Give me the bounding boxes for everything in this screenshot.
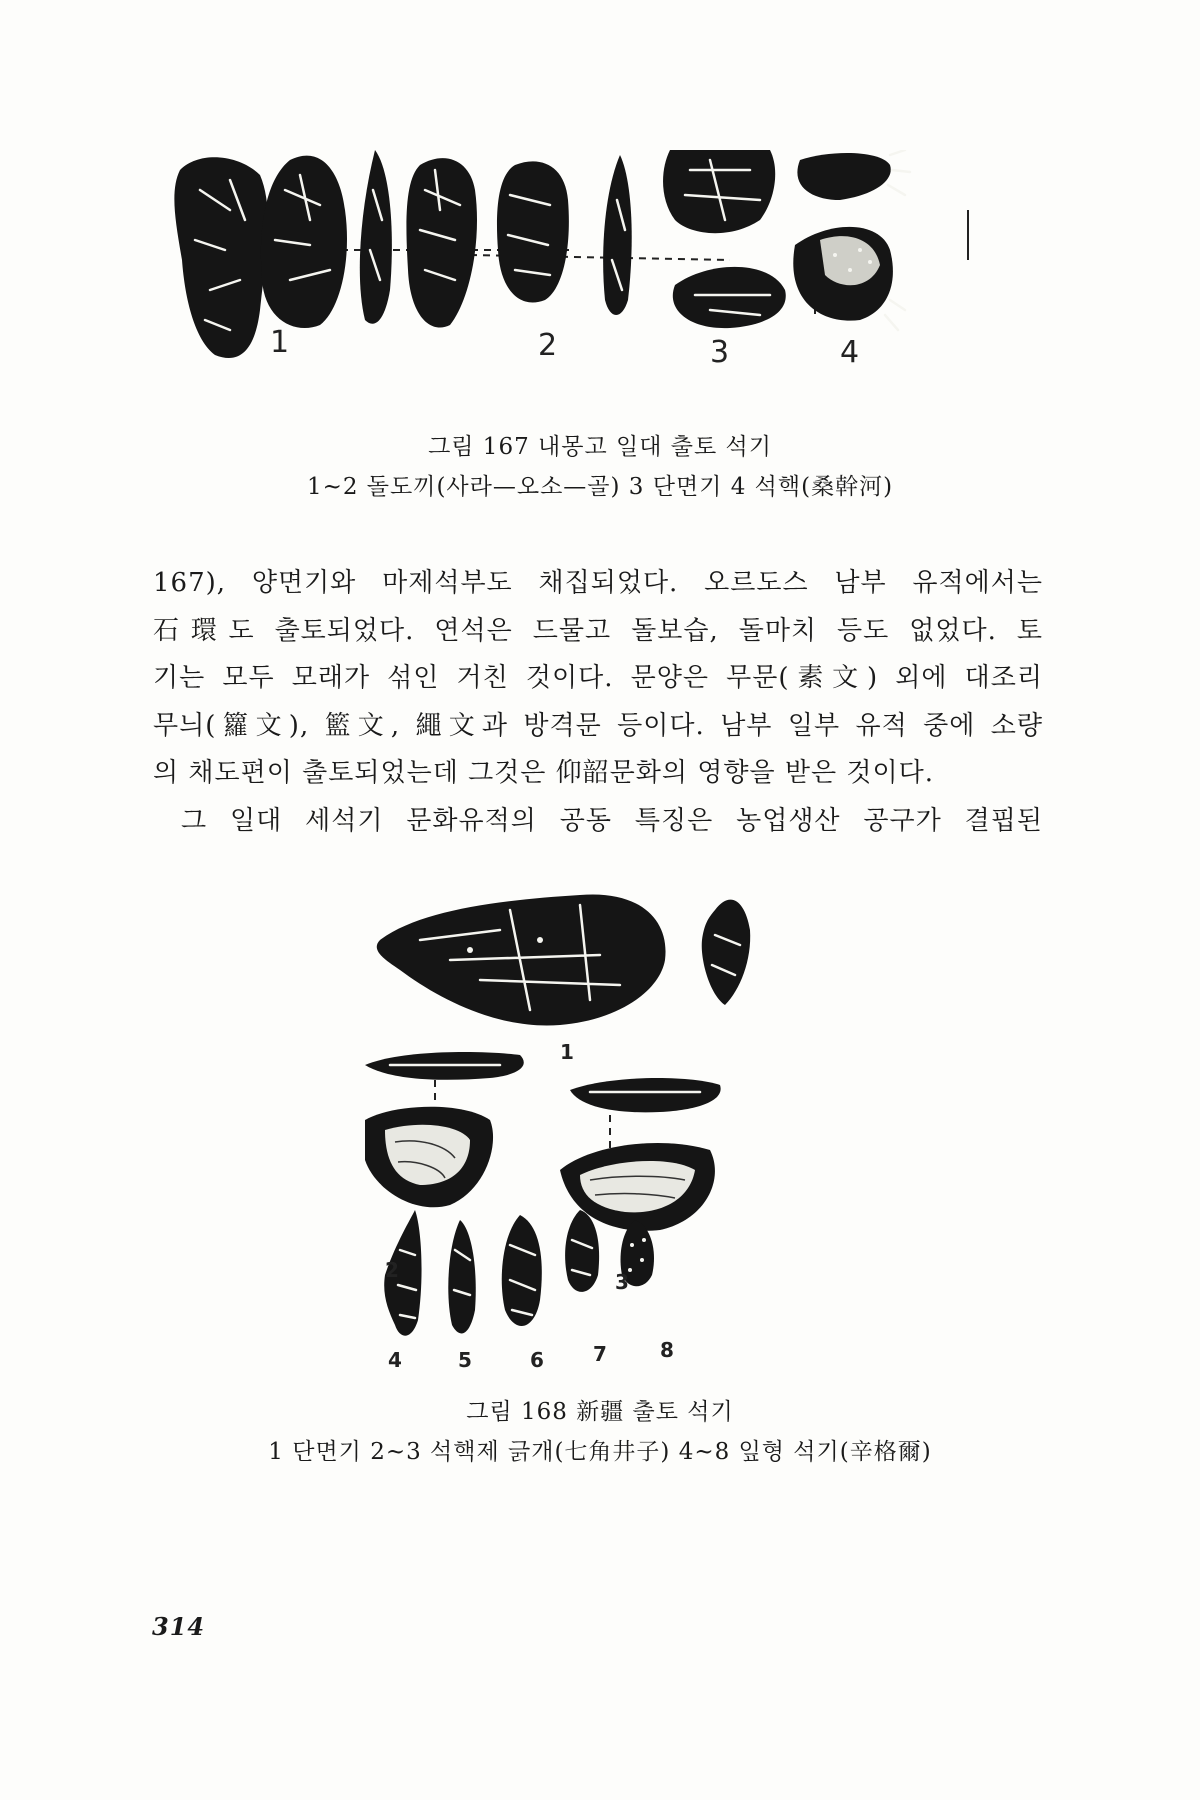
stone-tool-4-bottom bbox=[793, 227, 905, 330]
figure-168-label-1: 1 bbox=[560, 1040, 574, 1064]
figure-168-illustration bbox=[360, 880, 880, 1340]
figure-168-label-5: 5 bbox=[458, 1348, 472, 1372]
stone-tool-1-back bbox=[261, 156, 347, 328]
figure-168-caption-title: 그림 168 新疆 출토 석기 bbox=[466, 1399, 734, 1425]
body-line-4: 무늬(籮文), 籃文, 繩文과 방격문 등이다. 남부 일부 유적 중에 소량 bbox=[153, 710, 1043, 741]
stone-tool-1-profile bbox=[360, 150, 392, 324]
stone-tool-4-top bbox=[797, 150, 910, 200]
body-line-5: 의 채도편이 출토되었는데 그것은 仰韶문화의 영향을 받은 것이다. bbox=[153, 758, 935, 788]
body-text bbox=[153, 560, 1043, 845]
figure-167-label-4: 4 bbox=[840, 335, 860, 370]
stone-tool-2-bottom bbox=[365, 1107, 493, 1207]
body-line-6: 그 일대 세석기 문화유적의 공동 특징은 농업생산 공구가 결핍된 bbox=[181, 805, 1043, 836]
figure-168-label-8: 8 bbox=[660, 1338, 674, 1362]
figure-167-label-3: 3 bbox=[710, 335, 730, 370]
stone-tool-3-top bbox=[663, 150, 775, 233]
stone-tool-3-top bbox=[570, 1078, 721, 1112]
figure-168-label-4: 4 bbox=[388, 1348, 402, 1372]
figure-167-illustration bbox=[170, 150, 1060, 400]
figure-167-label-1: 1 bbox=[270, 325, 290, 360]
body-line-2: 石環도 출토되었다. 연석은 드물고 돌보습, 돌마치 등도 없었다. 토 bbox=[153, 615, 1043, 646]
stone-tool-7 bbox=[565, 1210, 599, 1292]
body-line-3: 기는 모두 모래가 섞인 거친 것이다. 문양은 무문(素文) 외에 대조리 bbox=[153, 663, 1043, 693]
figure-168-label-6: 6 bbox=[530, 1348, 544, 1372]
figure-167-caption-detail: 1~2 돌도끼(사라—오소—골) 3 단면기 4 석핵(桑幹河) bbox=[306, 474, 894, 500]
stone-tool-2-top bbox=[365, 1052, 524, 1080]
stone-tool-6 bbox=[502, 1215, 542, 1326]
stone-tool-2-front bbox=[406, 158, 477, 327]
figure-168-label-7: 7 bbox=[593, 1342, 607, 1366]
stone-tool-1-main bbox=[377, 894, 666, 1025]
figure-167-drawing bbox=[170, 150, 1060, 400]
figure-168-label-2: 2 bbox=[385, 1258, 399, 1282]
stone-tool-3-bottom bbox=[673, 267, 786, 328]
stone-tool-2-profile bbox=[603, 155, 632, 315]
body-line-1: 167), 양면기와 마제석부도 채집되었다. 오르도스 남부 유적에서는 bbox=[153, 568, 1043, 598]
figure-167-caption-title: 그림 167 내몽고 일대 출토 석기 bbox=[428, 434, 772, 460]
figure-167-label-2: 2 bbox=[538, 328, 558, 363]
page-number: 314 bbox=[152, 1612, 206, 1641]
stone-tool-1-front bbox=[174, 157, 268, 358]
figure-168-label-3: 3 bbox=[615, 1270, 629, 1294]
stone-tool-2-back bbox=[497, 161, 569, 302]
stone-tool-5 bbox=[448, 1220, 475, 1333]
stone-tool-1-side bbox=[702, 900, 750, 1005]
figure-168-caption-detail: 1 단면기 2~3 석핵제 긁개(七角井子) 4~8 잎형 석기(辛格爾) bbox=[268, 1439, 932, 1465]
